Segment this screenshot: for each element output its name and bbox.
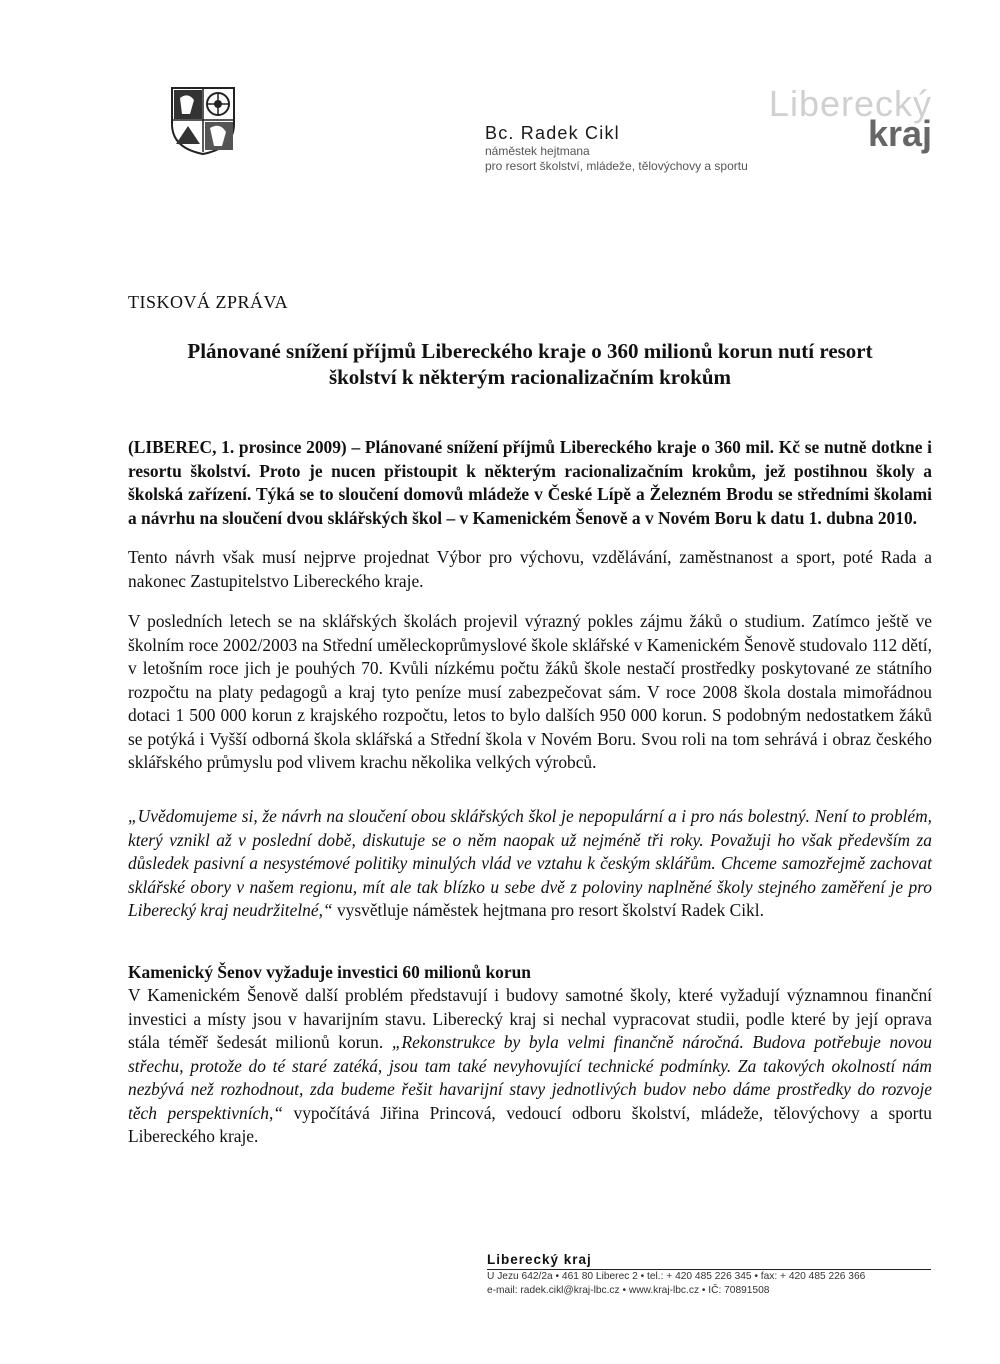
brand-logo-line-2: kraj — [867, 113, 932, 154]
brand-logo-line-1: Liberecký — [768, 83, 932, 124]
paragraph-kamenicky-senov-intro: V Kamenickém Šenově další problém představují i budovy samotné školy, které vyžadují významnou finanční investici a místy jsou v havarijním stavu. Liberecký kraj si nechal vypracovat studii, podle které by její oprava stála téměř šedesát milionů korun. — [128, 985, 932, 1052]
sender-role-line-1: náměstek hejtmana — [485, 144, 590, 158]
headline-line-1: Plánované snížení příjmů Libereckého kraje o 360 milionů korun nutí resort — [187, 339, 873, 363]
footer-address: U Jezu 642/2a • 461 80 Liberec 2 • tel.: + 420 485 226 345 • fax: + 420 485 226 366 — [487, 1271, 866, 1282]
paragraph-approval: Tento návrh však musí nejprve projednat Výbor pro výchovu, vzdělávání, zaměstnanost a sport, poté Rada a nakonec Zastupitelstvo Libereckého kraje. — [128, 547, 932, 591]
quote-princova-attribution: vypočítává Jiřina Princová, vedoucí odboru školství, mládeže, tělovýchovy a sportu Libereckého kraje. — [128, 1102, 932, 1146]
brand-logo — [768, 83, 932, 154]
subheading: Kamenický Šenov vyžaduje investici 60 milionů korun — [128, 962, 531, 982]
paragraph-quote-cikl — [128, 805, 932, 923]
quote-cikl-attribution: vysvětluje náměstek hejtmana pro resort školství Radek Cikl. — [332, 900, 764, 920]
sender-block — [485, 123, 748, 174]
document-type: TISKOVÁ ZPRÁVA — [128, 292, 289, 312]
quote-cikl: „Uvědomujeme si, že návrh na sloučení obou sklářských škol je nepopulární a i pro nás bolestný. Není to problém, který vznikl až v poslední době, diskutuje se o něm naopak už nejméně tři roky. Považuji ho však především za důsledek pasivní a nesystémové politiky minulých vlád ve vztahu k českým sklářům. Chceme samozřejmě zachovat sklářské obory v našem regionu, mít ale tak blízko u sebe dvě z poloviny naplněné školy stejného zaměření je pro Liberecký kraj neudržitelné,“ — [128, 806, 932, 920]
paragraph-decline: V posledních letech se na sklářských školách projevil výrazný pokles zájmu žáků o studium. Zatímco ještě ve školním roce 2002/2003 na Střední uměleckoprůmyslové škole sklářské v Kamenickém Šenově studovalo 112 dětí, v letošním roce jich je pouhých 70. Kvůli nízkému počtu žáků škole nestačí prostředky poskytované ze státního rozpočtu na platy pedagogů a kraj tyto peníze musí zabezpečovat sám. V roce 2008 škola dostala mimořádnou dotaci 1 500 000 korun z krajského rozpočtu, letos to bylo dalších 950 000 korun. S podobným nedostatkem žáků se potýká i Vyšší odborná škola sklářská a Střední škola v Novém Boru. Svou roli na tom sehrává i obraz českého sklářského průmyslu pod vlivem krachu několika velkých výrobců. — [128, 611, 932, 772]
lead-paragraph: (LIBEREC, 1. prosince 2009) – Plánované snížení příjmů Libereckého kraje o 360 mil. Kč se nutně dotkne i resortu školství. Proto je nucen přistoupit k některým racionalizačním krokům, jež postihnou školy a školská zařízení. Týká se to sloučení domovů mládeže v České Lípě a Železném Brodu se středními školami a návrhu na sloučení dvou sklářských škol – v Kamenickém Šenově a v Novém Boru k datu 1. dubna 2010. — [128, 437, 932, 528]
sender-name: Bc. Radek Cikl — [485, 123, 620, 143]
paragraph-kamenicky-senov — [128, 984, 932, 1149]
headline — [128, 338, 932, 390]
quote-princova: „Rekonstrukce by byla velmi finančně náročná. Budova potřebuje novou střechu, protože do té staré zatéká, jsou tam také nevyhovující technické podmínky. Za takových okolností nám nezbývá než rozhodnout, zda budeme řešit havarijní stavy jednotlivých budov nebo dáme prostředky do rozvoje těch perspektivních,“ — [128, 1032, 932, 1123]
headline-line-2: školství k některým racionalizačním krokům — [328, 365, 732, 389]
footer-organization: Liberecký kraj — [487, 1252, 931, 1270]
footer-contact: e-mail: radek.cikl@kraj-lbc.cz • www.kraj-lbc.cz • IČ: 70891508 — [487, 1285, 770, 1296]
coat-of-arms-icon — [170, 86, 236, 156]
footer — [487, 1252, 931, 1298]
sender-role-line-2: pro resort školství, mládeže, tělovýchovy a sportu — [485, 159, 748, 173]
